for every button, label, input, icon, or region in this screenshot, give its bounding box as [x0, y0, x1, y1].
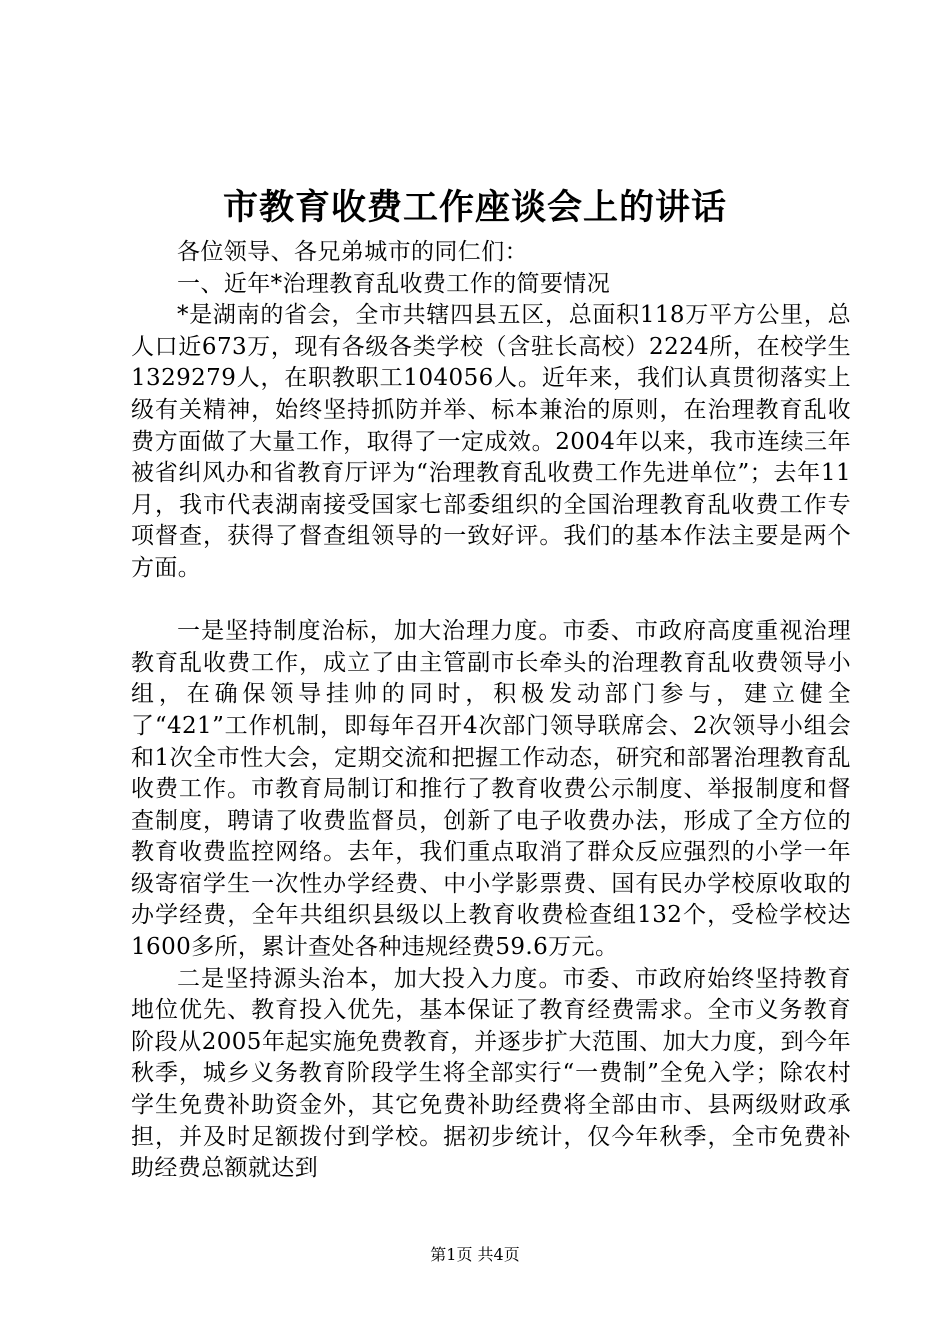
document-body	[131, 237, 851, 1185]
salutation-paragraph: 各位领导、各兄弟城市的同仁们：	[177, 239, 528, 265]
body-paragraph: *是湖南的省会，全市共辖四县五区，总面积118万平方公里，总人口近673万，现有各级各类学校（含驻长高校）2224所，在校学生1329279人，在职教职工104056人。近年来，我们认真贯彻落实上级有关精神，始终坚持抓防并举、标本兼治的原则，在治理教育乱收费方面做了大量工作，取得了一定成效。2004年以来，我市连续三年被省纠风办和省教育厅评为“治理教育乱收费工作先进单位”；去年11月，我市代表湖南接受国家七部委组织的全国治理教育乱收费工作专项督查，获得了督查组领导的一致好评。我们的基本作法主要是两个方面。	[131, 302, 851, 581]
section-heading: 一、近年*治理教育乱收费工作的简要情况	[177, 270, 611, 297]
body-paragraph: 二是坚持源头治本，加大投入力度。市委、市政府始终坚持教育地位优先、教育投入优先，基本保证了教育经费需求。全市义务教育阶段从2005年起实施免费教育，并逐步扩大范围、加大力度，到今年秋季，城乡义务教育阶段学生将全部实行“一费制”全免入学；除农村学生免费补助资金外，其它免费补助经费将全部由市、县两级财政承担，并及时足额拨付到学校。据初步统计，仅今年秋季，全市免费补助经费总额就达到	[131, 965, 851, 1182]
body-paragraph: 一是坚持制度治标，加大治理力度。市委、市政府高度重视治理教育乱收费工作，成立了由主管副市长牵头的治理教育乱收费领导小组，在确保领导挂帅的同时，积极发动部门参与，建立健全了“421”工作机制，即每年召开4次部门领导联席会、2次领导小组会和1次全市性大会，定期交流和把握工作动态，研究和部署治理教育乱收费工作。市教育局制订和推行了教育收费公示制度、举报制度和督查制度，聘请了收费监督员，创新了电子收费办法，形成了全方位的教育收费监控网络。去年，我们重点取消了群众反应强烈的小学一年级寄宿学生一次性办学经费、中小学影票费、国有民办学校原收取的办学经费，全年共组织县级以上教育收费检查组132个，受检学校达1600多所，累计查处各种违规经费59.6万元。	[131, 618, 851, 961]
page-number-footer: 第1页 共4页	[430, 1245, 520, 1264]
paragraph-spacer	[131, 585, 851, 617]
document-title: 市教育收费工作座谈会上的讲话	[222, 187, 727, 228]
